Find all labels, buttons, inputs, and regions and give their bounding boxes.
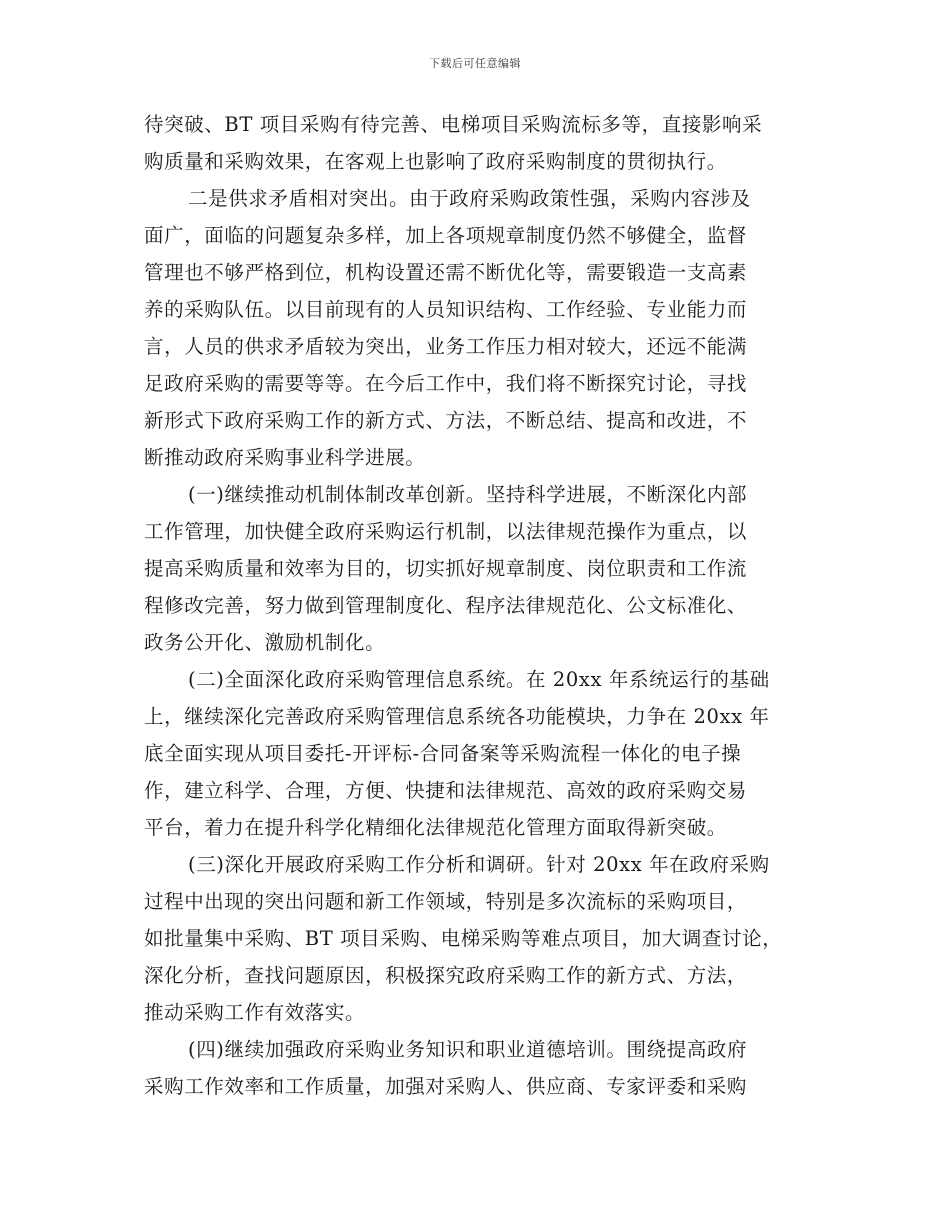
text-line: 购质量和采购效果，在客观上也影响了政府采购制度的贯彻执行。	[144, 150, 727, 173]
text-line: 工作管理，加快健全政府采购运行机制，以法律规范操作为重点，以	[144, 520, 748, 543]
text-line: 待突破、BT 项目采购有待完善、电梯项目采购流标多等，直接影响采	[144, 113, 763, 136]
text-line: 采购工作效率和工作质量，加强对采购人、供应商、专家评委和采购	[144, 1075, 748, 1098]
text-line: 推动采购工作有效落实。	[144, 1001, 366, 1024]
text-line: 平台，着力在提升科学化精细化法律规范化管理方面取得新突破。	[144, 816, 727, 839]
text-line: 面广，面临的问题复杂多样，加上各项规章制度仍然不够健全，监督	[144, 224, 748, 247]
text-line: 养的采购队伍。以目前现有的人员知识结构、工作经验、专业能力而	[144, 298, 748, 321]
text-line: 如批量集中采购、BT 项目采购、电梯采购等难点项目，加大调查讨论，	[144, 927, 783, 950]
paragraph-start-line: 二是供求矛盾相对突出。由于政府采购政策性强，采购内容涉及	[188, 187, 751, 210]
paragraph-start-line: (一)继续推动机制体制改革创新。坚持科学进展，不断深化内部	[188, 483, 748, 506]
text-line: 断推动政府采购事业科学进展。	[144, 446, 426, 469]
text-line: 过程中出现的突出问题和新工作领域，特别是多次流标的采购项目，	[144, 890, 748, 913]
text-line: 提高采购质量和效率为目的，切实抓好规章制度、岗位职责和工作流	[144, 557, 748, 580]
page-header-note: 下载后可任意编辑	[429, 57, 521, 70]
text-line: 政务公开化、激励机制化。	[144, 631, 386, 654]
text-line: 上，继续深化完善政府采购管理信息系统各功能模块，力争在 20xx 年	[144, 705, 770, 728]
text-line: 深化分析，查找问题原因，积极探究政府采购工作的新方式、方法，	[144, 964, 748, 987]
text-line: 程修改完善，努力做到管理制度化、程序法律规范化、公文标准化、	[144, 594, 748, 617]
text-line: 管理也不够严格到位，机构设置还需不断优化等，需要锻造一支高素	[144, 261, 748, 284]
text-line: 言，人员的供求矛盾较为突出，业务工作压力相对较大，还远不能满	[144, 335, 748, 358]
text-line: 新形式下政府采购工作的新方式、方法，不断总结、提高和改进，不	[144, 409, 748, 432]
document-body	[144, 106, 806, 1105]
paragraph-start-line: (二)全面深化政府采购管理信息系统。在 20xx 年系统运行的基础	[188, 668, 770, 691]
text-line: 作，建立科学、合理，方便、快捷和法律规范、高效的政府采购交易	[144, 779, 748, 802]
paragraph-start-line: (四)继续加强政府采购业务知识和职业道德培训。围绕提高政府	[188, 1038, 748, 1061]
text-line: 足政府采购的需要等等。在今后工作中，我们将不断探究讨论，寻找	[144, 372, 748, 395]
text-line: 底全面实现从项目委托-开评标-合同备案等采购流程一体化的电子操	[144, 742, 742, 765]
paragraph-start-line: (三)深化开展政府采购工作分析和调研。针对 20xx 年在政府采购	[188, 853, 770, 876]
